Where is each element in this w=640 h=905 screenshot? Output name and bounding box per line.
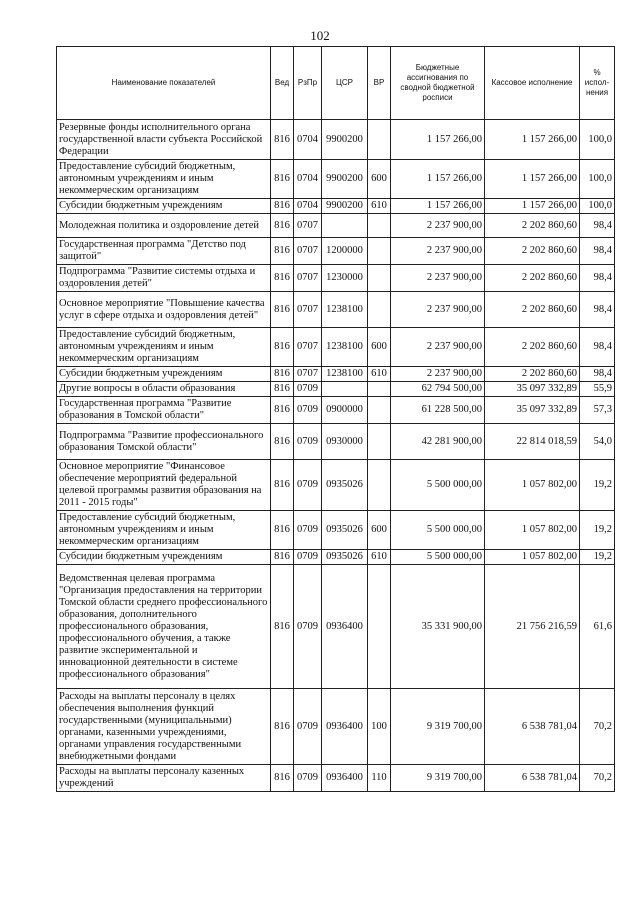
row-name: Предоставление субсидий бюджетным, автономным учреждениям и иным некоммерческим организациям <box>57 511 271 550</box>
row-cash: 1 157 266,00 <box>485 160 580 199</box>
row-cash: 1 057 802,00 <box>485 511 580 550</box>
row-ved: 816 <box>271 689 294 765</box>
row-rzpr: 0704 <box>294 120 322 160</box>
row-pct: 98,4 <box>580 328 615 367</box>
table-row <box>57 511 615 550</box>
row-ved: 816 <box>271 160 294 199</box>
row-budget: 61 228 500,00 <box>391 397 485 424</box>
page-number: 102 <box>310 28 330 43</box>
row-pct: 98,4 <box>580 292 615 328</box>
row-budget: 5 500 000,00 <box>391 511 485 550</box>
header-ved: Вед <box>271 47 294 120</box>
row-budget: 2 237 900,00 <box>391 367 485 382</box>
row-csr: 0936400 <box>322 565 368 689</box>
row-name: Предоставление субсидий бюджетным, автономным учреждениям и иным некоммерческим организациям <box>57 328 271 367</box>
row-budget: 2 237 900,00 <box>391 238 485 265</box>
row-cash: 2 202 860,60 <box>485 292 580 328</box>
row-ved: 816 <box>271 382 294 397</box>
header-budget: Бюджетные ассигнования по сводной бюджетной росписи <box>391 47 485 120</box>
row-rzpr: 0707 <box>294 367 322 382</box>
row-rzpr: 0707 <box>294 328 322 367</box>
row-vr <box>368 238 391 265</box>
row-vr <box>368 120 391 160</box>
table-row <box>57 292 615 328</box>
row-pct: 98,4 <box>580 214 615 238</box>
row-name: Ведомственная целевая программа "Организация предоставления на территории Томской области среднего профессионального образования, дополнительного профессионального образования, профессионального обучения, а также развитие экспериментальной и инновационной деятельности в системе профессионального образования" <box>57 565 271 689</box>
row-budget: 1 157 266,00 <box>391 120 485 160</box>
row-csr: 1238100 <box>322 328 368 367</box>
row-csr: 9900200 <box>322 199 368 214</box>
row-pct: 55,9 <box>580 382 615 397</box>
row-budget: 35 331 900,00 <box>391 565 485 689</box>
row-rzpr: 0707 <box>294 238 322 265</box>
row-csr: 0935026 <box>322 460 368 511</box>
row-pct: 19,2 <box>580 550 615 565</box>
row-csr: 1200000 <box>322 238 368 265</box>
row-budget: 42 281 900,00 <box>391 424 485 460</box>
row-csr: 1230000 <box>322 265 368 292</box>
row-csr: 1238100 <box>322 292 368 328</box>
row-name: Основное мероприятие "Повышение качества услуг в сфере отдыха и оздоровления детей" <box>57 292 271 328</box>
row-cash: 6 538 781,04 <box>485 765 580 792</box>
row-ved: 816 <box>271 292 294 328</box>
header-rzpr: РзПр <box>294 47 322 120</box>
row-ved: 816 <box>271 424 294 460</box>
table-header-row <box>57 47 615 120</box>
table-row <box>57 367 615 382</box>
row-cash: 1 057 802,00 <box>485 550 580 565</box>
row-budget: 2 237 900,00 <box>391 265 485 292</box>
row-cash: 2 202 860,60 <box>485 367 580 382</box>
table-row <box>57 397 615 424</box>
row-pct: 100,0 <box>580 120 615 160</box>
row-rzpr: 0709 <box>294 424 322 460</box>
row-name: Государственная программа "Развитие образования в Томской области" <box>57 397 271 424</box>
row-pct: 98,4 <box>580 265 615 292</box>
row-name: Другие вопросы в области образования <box>57 382 271 397</box>
row-budget: 5 500 000,00 <box>391 550 485 565</box>
row-pct: 70,2 <box>580 765 615 792</box>
table-row <box>57 565 615 689</box>
table-row <box>57 424 615 460</box>
row-csr: 0900000 <box>322 397 368 424</box>
row-budget: 62 794 500,00 <box>391 382 485 397</box>
header-vr: ВР <box>368 47 391 120</box>
row-rzpr: 0709 <box>294 689 322 765</box>
row-name: Субсидии бюджетным учреждениям <box>57 550 271 565</box>
row-name: Подпрограмма "Развитие системы отдыха и оздоровления детей" <box>57 265 271 292</box>
row-name: Государственная программа "Детство под защитой" <box>57 238 271 265</box>
row-csr <box>322 382 368 397</box>
row-vr <box>368 424 391 460</box>
row-budget: 9 319 700,00 <box>391 765 485 792</box>
table-row <box>57 199 615 214</box>
row-csr: 9900200 <box>322 120 368 160</box>
row-pct: 70,2 <box>580 689 615 765</box>
row-name: Резервные фонды исполнительного органа государственной власти субъекта Российской Федерации <box>57 120 271 160</box>
row-csr: 0936400 <box>322 765 368 792</box>
row-budget: 9 319 700,00 <box>391 689 485 765</box>
row-rzpr: 0709 <box>294 511 322 550</box>
table-row <box>57 550 615 565</box>
header-name: Наименование показателей <box>57 47 271 120</box>
row-rzpr: 0709 <box>294 397 322 424</box>
row-ved: 816 <box>271 328 294 367</box>
row-cash: 2 202 860,60 <box>485 238 580 265</box>
row-ved: 816 <box>271 214 294 238</box>
table-row <box>57 214 615 238</box>
row-ved: 816 <box>271 265 294 292</box>
row-cash: 2 202 860,60 <box>485 328 580 367</box>
row-rzpr: 0709 <box>294 382 322 397</box>
row-pct: 19,2 <box>580 460 615 511</box>
row-ved: 816 <box>271 397 294 424</box>
row-ved: 816 <box>271 367 294 382</box>
row-vr <box>368 265 391 292</box>
row-pct: 100,0 <box>580 199 615 214</box>
table-row <box>57 160 615 199</box>
table-row <box>57 328 615 367</box>
row-rzpr: 0707 <box>294 214 322 238</box>
table-row <box>57 120 615 160</box>
row-rzpr: 0704 <box>294 199 322 214</box>
row-cash: 6 538 781,04 <box>485 689 580 765</box>
row-ved: 816 <box>271 511 294 550</box>
row-ved: 816 <box>271 765 294 792</box>
row-vr: 600 <box>368 160 391 199</box>
row-csr <box>322 214 368 238</box>
row-csr: 0936400 <box>322 689 368 765</box>
row-pct: 54,0 <box>580 424 615 460</box>
row-cash: 35 097 332,89 <box>485 397 580 424</box>
header-cash: Кассовое исполнение <box>485 47 580 120</box>
row-vr <box>368 214 391 238</box>
row-rzpr: 0709 <box>294 460 322 511</box>
row-cash: 1 157 266,00 <box>485 120 580 160</box>
budget-execution-table <box>56 46 615 792</box>
row-csr: 9900200 <box>322 160 368 199</box>
row-rzpr: 0704 <box>294 160 322 199</box>
row-csr: 1238100 <box>322 367 368 382</box>
row-ved: 816 <box>271 550 294 565</box>
row-pct: 57,3 <box>580 397 615 424</box>
row-rzpr: 0709 <box>294 765 322 792</box>
table-row <box>57 265 615 292</box>
row-rzpr: 0707 <box>294 292 322 328</box>
row-ved: 816 <box>271 238 294 265</box>
row-pct: 98,4 <box>580 238 615 265</box>
row-pct: 61,6 <box>580 565 615 689</box>
row-ved: 816 <box>271 460 294 511</box>
row-csr: 0935026 <box>322 511 368 550</box>
table-row <box>57 765 615 792</box>
row-name: Основное мероприятие "Финансовое обеспечение мероприятий федеральной целевой программы развития образования на 2011 - 2015 годы" <box>57 460 271 511</box>
row-cash: 21 756 216,59 <box>485 565 580 689</box>
row-budget: 2 237 900,00 <box>391 214 485 238</box>
row-vr: 610 <box>368 550 391 565</box>
table-row <box>57 460 615 511</box>
row-vr <box>368 292 391 328</box>
row-vr <box>368 382 391 397</box>
row-vr <box>368 460 391 511</box>
row-rzpr: 0709 <box>294 565 322 689</box>
row-vr: 110 <box>368 765 391 792</box>
row-pct: 98,4 <box>580 367 615 382</box>
row-ved: 816 <box>271 120 294 160</box>
row-name: Предоставление субсидий бюджетным, автономным учреждениям и иным некоммерческим организациям <box>57 160 271 199</box>
table-row <box>57 689 615 765</box>
row-cash: 1 057 802,00 <box>485 460 580 511</box>
header-csr: ЦСР <box>322 47 368 120</box>
header-pct: % испол-нения <box>580 47 615 120</box>
row-budget: 2 237 900,00 <box>391 328 485 367</box>
row-pct: 19,2 <box>580 511 615 550</box>
row-name: Молодежная политика и оздоровление детей <box>57 214 271 238</box>
row-name: Субсидии бюджетным учреждениям <box>57 199 271 214</box>
row-cash: 2 202 860,60 <box>485 214 580 238</box>
row-vr <box>368 565 391 689</box>
row-cash: 22 814 018,59 <box>485 424 580 460</box>
row-name: Расходы на выплаты персоналу казенных учреждений <box>57 765 271 792</box>
row-csr: 0935026 <box>322 550 368 565</box>
row-ved: 816 <box>271 565 294 689</box>
row-vr: 600 <box>368 511 391 550</box>
row-name: Расходы на выплаты персоналу в целях обеспечения выполнения функций государственными (муниципальными) органами, казенными учреждениями, органами управления государственными внебюджетными фондами <box>57 689 271 765</box>
table-body <box>57 120 615 792</box>
row-cash: 2 202 860,60 <box>485 265 580 292</box>
row-pct: 100,0 <box>580 160 615 199</box>
row-vr <box>368 397 391 424</box>
row-name: Субсидии бюджетным учреждениям <box>57 367 271 382</box>
row-rzpr: 0709 <box>294 550 322 565</box>
row-budget: 1 157 266,00 <box>391 199 485 214</box>
row-cash: 35 097 332,89 <box>485 382 580 397</box>
row-vr: 610 <box>368 367 391 382</box>
row-rzpr: 0707 <box>294 265 322 292</box>
row-ved: 816 <box>271 199 294 214</box>
row-vr: 610 <box>368 199 391 214</box>
row-name: Подпрограмма "Развитие профессионального образования Томской области" <box>57 424 271 460</box>
row-vr: 100 <box>368 689 391 765</box>
table-row <box>57 382 615 397</box>
row-cash: 1 157 266,00 <box>485 199 580 214</box>
row-vr: 600 <box>368 328 391 367</box>
row-budget: 1 157 266,00 <box>391 160 485 199</box>
table-row <box>57 238 615 265</box>
row-budget: 5 500 000,00 <box>391 460 485 511</box>
row-budget: 2 237 900,00 <box>391 292 485 328</box>
row-csr: 0930000 <box>322 424 368 460</box>
